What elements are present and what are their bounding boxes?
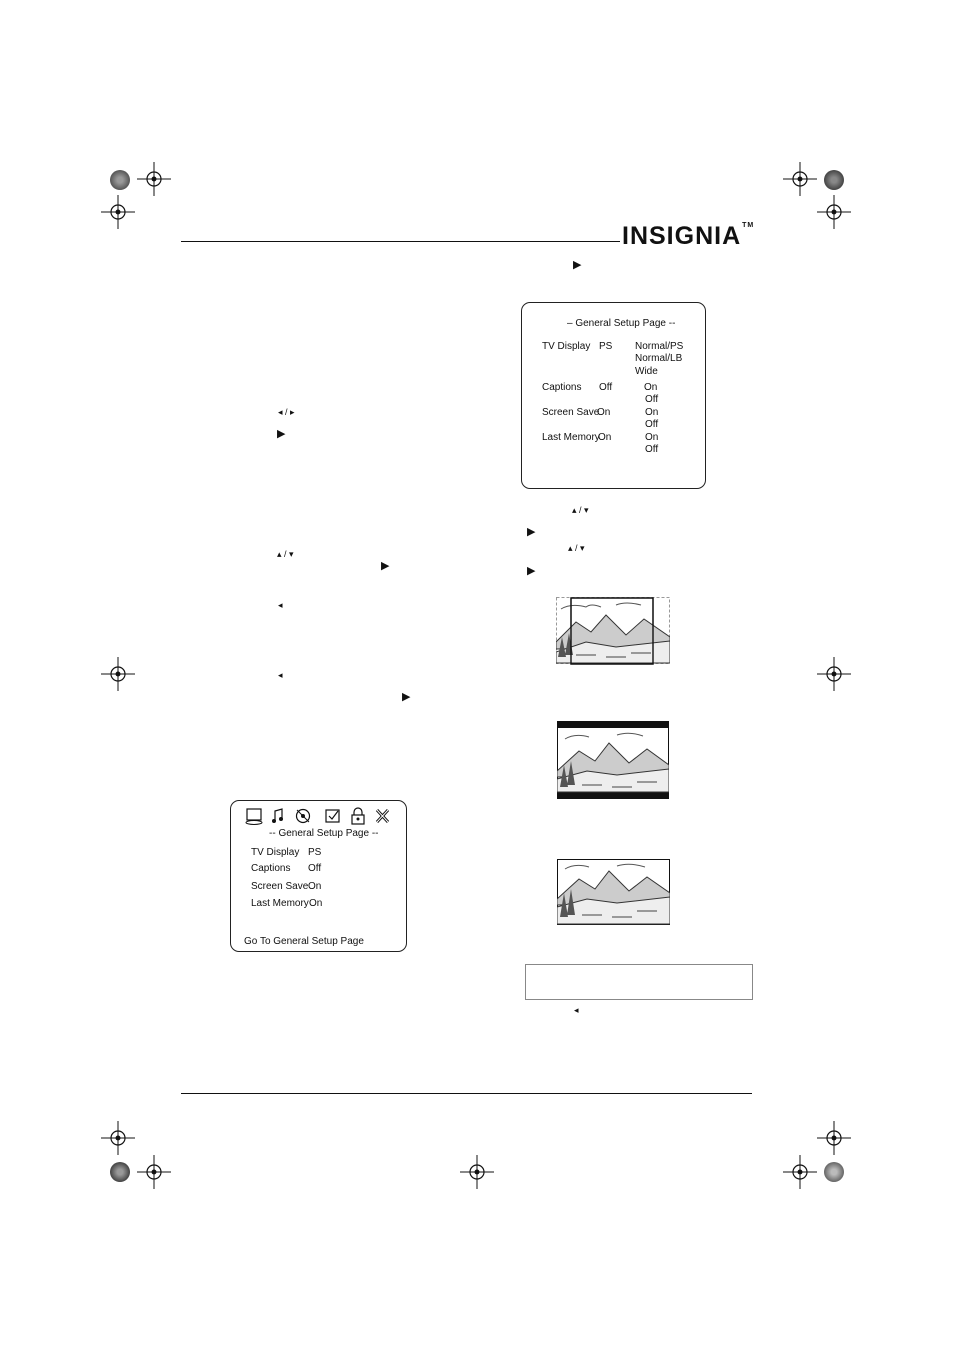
option-choice[interactable]: Off bbox=[645, 444, 659, 455]
play-arrow-icon: ▶ bbox=[573, 259, 582, 271]
registration-mark-icon bbox=[783, 162, 817, 196]
option-value-last-memory: On bbox=[598, 432, 612, 443]
registration-mark-icon bbox=[137, 162, 171, 196]
up-down-arrows-icon: ▴ / ▾ bbox=[568, 543, 585, 553]
letterbox-illustration bbox=[557, 721, 669, 799]
pan-scan-illustration bbox=[556, 597, 670, 665]
tv-icon[interactable] bbox=[246, 809, 262, 825]
option-value-captions: Off bbox=[599, 382, 613, 393]
menu-label-tv-display[interactable]: TV Display bbox=[251, 847, 300, 858]
menu-value-screen-save: On bbox=[308, 881, 322, 892]
option-choice[interactable]: Off bbox=[645, 419, 659, 430]
preference-icon[interactable] bbox=[326, 810, 339, 822]
option-label-captions: Captions bbox=[542, 382, 582, 393]
registration-mark-icon bbox=[460, 1155, 494, 1189]
registration-mark-icon bbox=[817, 1121, 851, 1155]
up-down-arrows-icon: ▴ / ▾ bbox=[277, 549, 294, 559]
menu-label-screen-save[interactable]: Screen Save bbox=[251, 881, 309, 892]
option-choice[interactable]: Normal/PS bbox=[635, 341, 684, 352]
registration-mark-icon bbox=[101, 1121, 135, 1155]
option-value-tv-display: PS bbox=[599, 341, 613, 352]
option-label-screen-save: Screen Save bbox=[542, 407, 600, 418]
color-target-icon bbox=[824, 1162, 844, 1182]
option-choice[interactable]: On bbox=[644, 382, 658, 393]
menu-value-captions: Off bbox=[308, 863, 322, 874]
color-target-icon bbox=[110, 170, 130, 190]
registration-mark-icon bbox=[817, 195, 851, 229]
registration-mark-icon bbox=[101, 657, 135, 691]
option-label-last-memory: Last Memory bbox=[542, 432, 600, 443]
play-arrow-icon: ▶ bbox=[381, 560, 390, 572]
play-arrow-icon: ▶ bbox=[277, 428, 286, 440]
color-target-icon bbox=[824, 170, 844, 190]
osd-title: – General Setup Page -- bbox=[567, 318, 676, 329]
play-arrow-icon: ▶ bbox=[402, 691, 411, 703]
widescreen-illustration bbox=[557, 859, 670, 925]
option-choice[interactable]: On bbox=[645, 432, 659, 443]
play-arrow-icon: ▶ bbox=[527, 526, 536, 538]
left-right-arrows-icon: ◂ / ▸ bbox=[278, 407, 295, 417]
registration-mark-icon bbox=[817, 657, 851, 691]
play-arrow-icon: ▶ bbox=[527, 565, 536, 577]
menu-value-last-memory: On bbox=[309, 898, 323, 909]
registration-mark-icon bbox=[101, 195, 135, 229]
option-label-tv-display: TV Display bbox=[542, 341, 591, 352]
video-icon[interactable] bbox=[297, 810, 310, 823]
osd-title: -- General Setup Page -- bbox=[269, 828, 379, 839]
general-setup-menu-screen bbox=[230, 800, 407, 952]
left-arrow-icon: ◂ bbox=[574, 1005, 579, 1015]
footer-rule bbox=[181, 1093, 752, 1094]
color-target-icon bbox=[110, 1162, 130, 1182]
menu-value-tv-display: PS bbox=[308, 847, 322, 858]
brand-logo: INSIGNIA™ bbox=[622, 222, 755, 250]
menu-tab-icons bbox=[245, 807, 395, 825]
menu-label-last-memory[interactable]: Last Memory bbox=[251, 898, 309, 909]
option-choice[interactable]: On bbox=[645, 407, 659, 418]
menu-footer-hint: Go To General Setup Page bbox=[244, 936, 364, 947]
up-down-arrows-icon: ▴ / ▾ bbox=[572, 505, 589, 515]
password-lock-icon[interactable] bbox=[352, 808, 364, 824]
registration-mark-icon bbox=[137, 1155, 171, 1189]
note-box bbox=[525, 964, 753, 1000]
left-arrow-icon: ◂ bbox=[278, 600, 283, 610]
exit-icon[interactable] bbox=[377, 810, 388, 822]
general-setup-options-screen bbox=[521, 302, 706, 489]
audio-icon[interactable] bbox=[272, 809, 283, 823]
option-choice[interactable]: Wide bbox=[635, 366, 658, 377]
menu-label-captions[interactable]: Captions bbox=[251, 863, 291, 874]
registration-mark-icon bbox=[783, 1155, 817, 1189]
left-arrow-icon: ◂ bbox=[278, 670, 283, 680]
header-rule bbox=[181, 241, 620, 242]
option-choice[interactable]: Off bbox=[645, 394, 659, 405]
option-choice[interactable]: Normal/LB bbox=[635, 353, 683, 364]
option-value-screen-save: On bbox=[597, 407, 611, 418]
